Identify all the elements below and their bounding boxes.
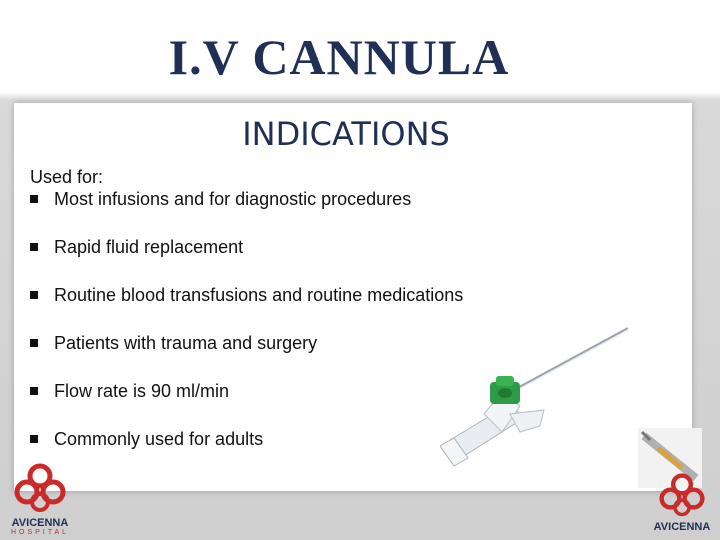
bullet-square-icon (30, 243, 38, 251)
list-item (30, 333, 463, 381)
bullet-square-icon (30, 387, 38, 395)
avicenna-emblem-icon (12, 462, 68, 514)
logo-name: AVICENNA (653, 521, 711, 533)
list-item (30, 285, 463, 333)
list-item-text: Most infusions and for diagnostic procedures (54, 189, 412, 209)
avicenna-emblem-icon (657, 472, 707, 518)
intro-text: Used for: (30, 167, 104, 187)
indications-list (30, 189, 463, 477)
list-item (30, 429, 463, 477)
bullet-square-icon (30, 435, 38, 443)
avicenna-logo-left (4, 462, 76, 536)
list-item-text: Flow rate is 90 ml/min (54, 381, 230, 401)
bullet-square-icon (30, 195, 38, 203)
list-item (30, 381, 463, 429)
bullet-square-icon (30, 339, 38, 347)
iv-cannula-image (440, 322, 640, 472)
section-heading: INDICATIONS (242, 115, 450, 153)
list-item-text: Rapid fluid replacement (54, 237, 244, 257)
logo-name: AVICENNA (11, 517, 69, 529)
list-item-text: Commonly used for adults (54, 429, 264, 449)
page-title: I.V CANNULA (168, 29, 510, 85)
list-item (30, 237, 463, 285)
bullet-square-icon (30, 291, 38, 299)
list-item-text: Routine blood transfusions and routine medications (54, 285, 464, 305)
avicenna-logo-right (646, 472, 718, 533)
list-item (30, 189, 463, 237)
logo-subtitle: HOSPITAL (10, 529, 70, 536)
list-item-text: Patients with trauma and surgery (54, 333, 318, 353)
